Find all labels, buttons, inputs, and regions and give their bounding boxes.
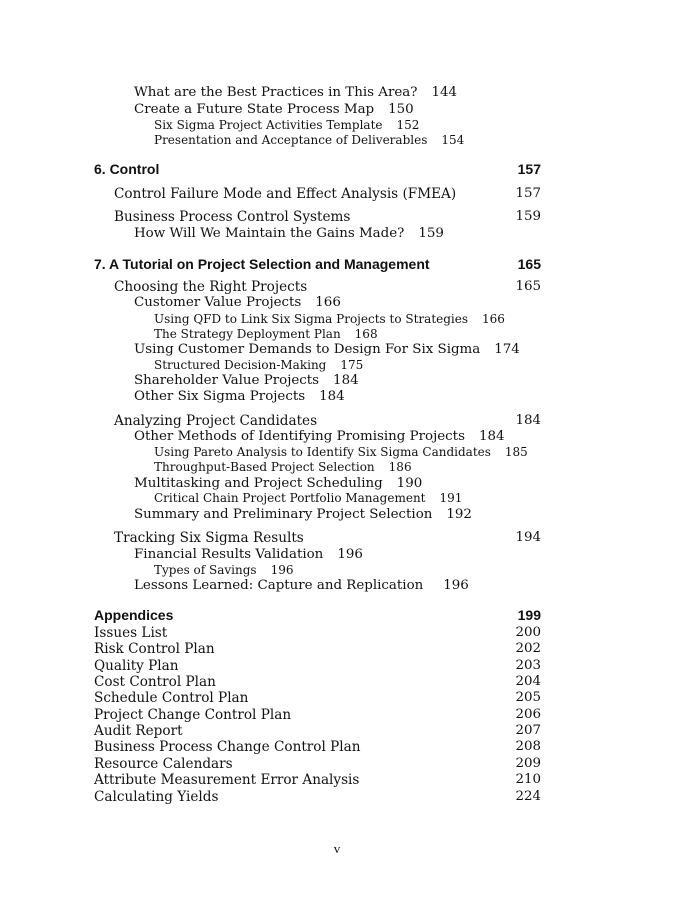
appendix-item[interactable]: Risk Control Plan <box>94 641 215 657</box>
appendix-item[interactable]: Schedule Control Plan <box>94 690 249 706</box>
toc-entry[interactable] <box>134 373 359 388</box>
appendix-item[interactable]: Cost Control Plan <box>94 674 216 690</box>
toc-section[interactable]: Tracking Six Sigma Results <box>114 530 304 546</box>
toc-entry[interactable] <box>154 312 505 326</box>
toc-entry-page: 191 <box>439 491 463 505</box>
toc-entry[interactable] <box>154 460 412 474</box>
toc-entry-page: 192 <box>446 507 472 522</box>
toc-entry-page: 152 <box>396 118 420 132</box>
toc-section-page: 157 <box>515 186 541 201</box>
toc-entry-title: Other Methods of Identifying Promising Projects <box>134 429 465 444</box>
toc-entry-title: Throughput-Based Project Selection <box>154 460 375 474</box>
toc-entry-title: Using Pareto Analysis to Identify Six Sigma Candidates <box>154 445 491 459</box>
toc-section-page: 184 <box>515 413 541 428</box>
toc-entry[interactable] <box>154 445 528 459</box>
toc-section[interactable]: Choosing the Right Projects <box>114 279 308 295</box>
toc-entry-page: 184 <box>333 373 359 388</box>
toc-entry-title: Lessons Learned: Capture and Replication <box>134 578 424 593</box>
toc-entry-page: 185 <box>504 445 528 459</box>
toc-entry-title: Critical Chain Project Portfolio Management <box>154 491 426 505</box>
chapter-page: 157 <box>517 161 541 177</box>
toc-entry-page: 154 <box>441 133 465 147</box>
toc-entry-page: 184 <box>319 389 345 404</box>
toc-entry-page: 166 <box>315 295 341 310</box>
appendix-item[interactable]: Audit Report <box>94 723 183 739</box>
toc-entry-title: Shareholder Value Projects <box>134 373 320 388</box>
appendix-item-page: 206 <box>515 707 541 722</box>
chapter-heading[interactable]: 7. A Tutorial on Project Selection and Management <box>94 256 430 272</box>
toc-entry-page: 196 <box>337 547 363 562</box>
appendix-item[interactable]: Calculating Yields <box>94 789 219 805</box>
toc-entry[interactable] <box>154 491 462 505</box>
toc-entry[interactable] <box>134 226 444 241</box>
appendix-item[interactable]: Quality Plan <box>94 658 179 674</box>
chapter-page: 165 <box>517 256 541 272</box>
toc-entry-title: Presentation and Acceptance of Deliverables <box>154 133 428 147</box>
toc-section-page: 194 <box>515 530 541 545</box>
toc-entry[interactable] <box>154 327 378 341</box>
toc-section[interactable]: Business Process Control Systems <box>114 209 351 225</box>
toc-entry[interactable] <box>134 476 422 491</box>
toc-entry[interactable] <box>134 85 457 100</box>
toc-entry-title: Multitasking and Project Scheduling <box>134 476 383 491</box>
chapter-heading[interactable]: 6. Control <box>94 161 160 177</box>
toc-entry-page: 144 <box>431 85 457 100</box>
toc-entry[interactable] <box>134 342 520 357</box>
appendix-item[interactable]: Issues List <box>94 625 168 641</box>
appendix-item-page: 203 <box>515 658 541 673</box>
toc-entry[interactable] <box>134 507 472 522</box>
toc-entry[interactable] <box>134 295 341 310</box>
appendix-item-page: 205 <box>515 690 541 705</box>
toc-entry-title: Structured Decision-Making <box>154 358 327 372</box>
toc-entry-title: What are the Best Practices in This Area? <box>134 85 418 100</box>
appendix-item-page: 204 <box>515 674 541 689</box>
toc-entry-title: Types of Savings <box>154 563 257 577</box>
toc-entry[interactable] <box>134 429 505 444</box>
toc-section-page: 159 <box>515 209 541 224</box>
toc-entry-title: Using QFD to Link Six Sigma Projects to Strategies <box>154 312 469 326</box>
appendix-item-page: 208 <box>515 739 541 754</box>
appendices-heading[interactable]: Appendices <box>94 607 174 623</box>
toc-entry[interactable] <box>134 102 414 117</box>
appendix-item-page: 210 <box>515 772 541 787</box>
toc-section-page: 165 <box>515 279 541 294</box>
toc-entry-page: 186 <box>388 460 412 474</box>
appendices-page: 199 <box>517 607 541 623</box>
toc-section[interactable]: Analyzing Project Candidates <box>114 413 318 429</box>
toc-entry-title: Customer Value Projects <box>134 295 302 310</box>
toc-entry[interactable] <box>154 133 464 147</box>
toc-entry-page: 168 <box>354 327 378 341</box>
appendix-item[interactable]: Resource Calendars <box>94 756 233 772</box>
toc-entry-page: 196 <box>270 563 294 577</box>
toc-entry[interactable] <box>154 118 419 132</box>
appendix-item-page: 202 <box>515 641 541 656</box>
toc-entry-page: 196 <box>443 578 469 593</box>
toc-entry-title: Create a Future State Process Map <box>134 102 375 117</box>
toc-entry[interactable] <box>134 389 345 404</box>
appendix-item-page: 200 <box>515 625 541 640</box>
toc-entry-title: Financial Results Validation <box>134 547 324 562</box>
toc-entry-title: How Will We Maintain the Gains Made? <box>134 226 405 241</box>
toc-entry-title: Six Sigma Project Activities Template <box>154 118 383 132</box>
appendix-item[interactable]: Business Process Change Control Plan <box>94 739 361 755</box>
toc-section[interactable]: Control Failure Mode and Effect Analysis (FMEA) <box>114 186 457 202</box>
appendix-item-page: 224 <box>515 789 541 804</box>
toc-entry-title: Using Customer Demands to Design For Six Sigma <box>134 342 481 357</box>
toc-entry[interactable] <box>154 563 294 577</box>
toc-entry-title: The Strategy Deployment Plan <box>154 327 341 341</box>
toc-entry-page: 184 <box>478 429 505 444</box>
page-number: v <box>333 841 341 856</box>
toc-entry[interactable] <box>154 358 363 372</box>
appendix-item[interactable]: Attribute Measurement Error Analysis <box>94 772 360 788</box>
toc-entry-page: 150 <box>388 102 414 117</box>
appendix-item[interactable]: Project Change Control Plan <box>94 707 292 723</box>
toc-entry[interactable] <box>134 547 363 562</box>
toc-entry-page: 174 <box>494 342 520 357</box>
toc-entry-page: 190 <box>396 476 423 491</box>
toc-entry-page: 159 <box>418 226 444 241</box>
toc-entry-page: 166 <box>482 312 505 326</box>
toc-entry[interactable] <box>134 578 469 593</box>
toc-entry-title: Other Six Sigma Projects <box>134 389 306 404</box>
appendix-item-page: 209 <box>515 756 541 771</box>
toc-entry-page: 175 <box>340 358 364 372</box>
toc-entry-title: Summary and Preliminary Project Selection <box>134 507 433 522</box>
appendix-item-page: 207 <box>515 723 541 738</box>
